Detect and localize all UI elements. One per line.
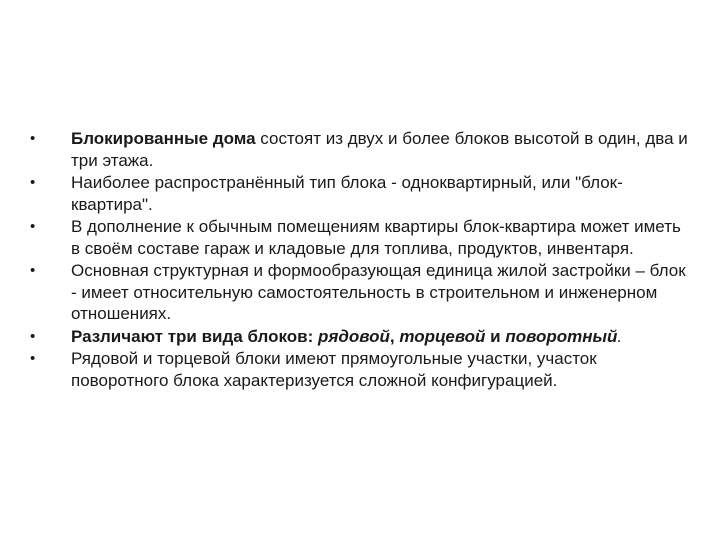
text-run: Блокированные дома	[71, 129, 256, 148]
text-run: Рядовой и торцевой блоки имеют прямоугольные участки, участок поворотного блока характеризуется сложной конфигурацией.	[71, 349, 597, 390]
bullet-text	[71, 261, 686, 323]
text-run	[318, 327, 390, 346]
bullet-item	[30, 128, 694, 171]
bullet-text	[71, 173, 623, 214]
text-run: поворотный	[505, 326, 618, 346]
text-run: ,	[389, 326, 400, 346]
text-run: Различают три вида блоков:	[71, 326, 319, 346]
text-run: .	[617, 326, 623, 346]
text-run	[505, 327, 617, 346]
bullet-dot-icon: •	[30, 218, 36, 235]
bullet-dot-icon: •	[30, 262, 36, 279]
bullet-text	[71, 349, 597, 390]
bullet-text	[71, 217, 681, 258]
text-run	[399, 327, 485, 346]
text-run: и	[485, 326, 506, 346]
bullet-item	[30, 172, 694, 215]
bullet-dot-icon: •	[30, 130, 36, 147]
text-run: Наиболее распространённый тип блока - одноквартирный, или "блок-квартира".	[71, 173, 623, 214]
text-run: состоят из двух и более блоков высотой в один, два и три этажа.	[71, 129, 688, 170]
bullet-item	[30, 326, 694, 348]
bullet-dot-icon: •	[30, 350, 36, 367]
bullet-text	[71, 129, 688, 170]
bullet-item	[30, 216, 694, 259]
bullet-text	[71, 327, 622, 346]
text-run: Основная структурная и формообразующая единица жилой застройки – блок - имеет относительную самостоятельность в строительном и инженерном отношениях.	[71, 261, 686, 323]
text-run: В дополнение к обычным помещениям квартиры блок-квартира может иметь в своём составе гараж и кладовые для топлива, продуктов, инвентаря.	[71, 217, 681, 258]
text-run: торцевой	[399, 326, 486, 346]
bullet-item	[30, 260, 694, 325]
bullet-dot-icon: •	[30, 327, 36, 345]
bullet-list	[30, 128, 694, 392]
bullet-dot-icon: •	[30, 174, 36, 191]
text-run: рядовой	[318, 326, 390, 346]
bullet-item	[30, 348, 694, 391]
